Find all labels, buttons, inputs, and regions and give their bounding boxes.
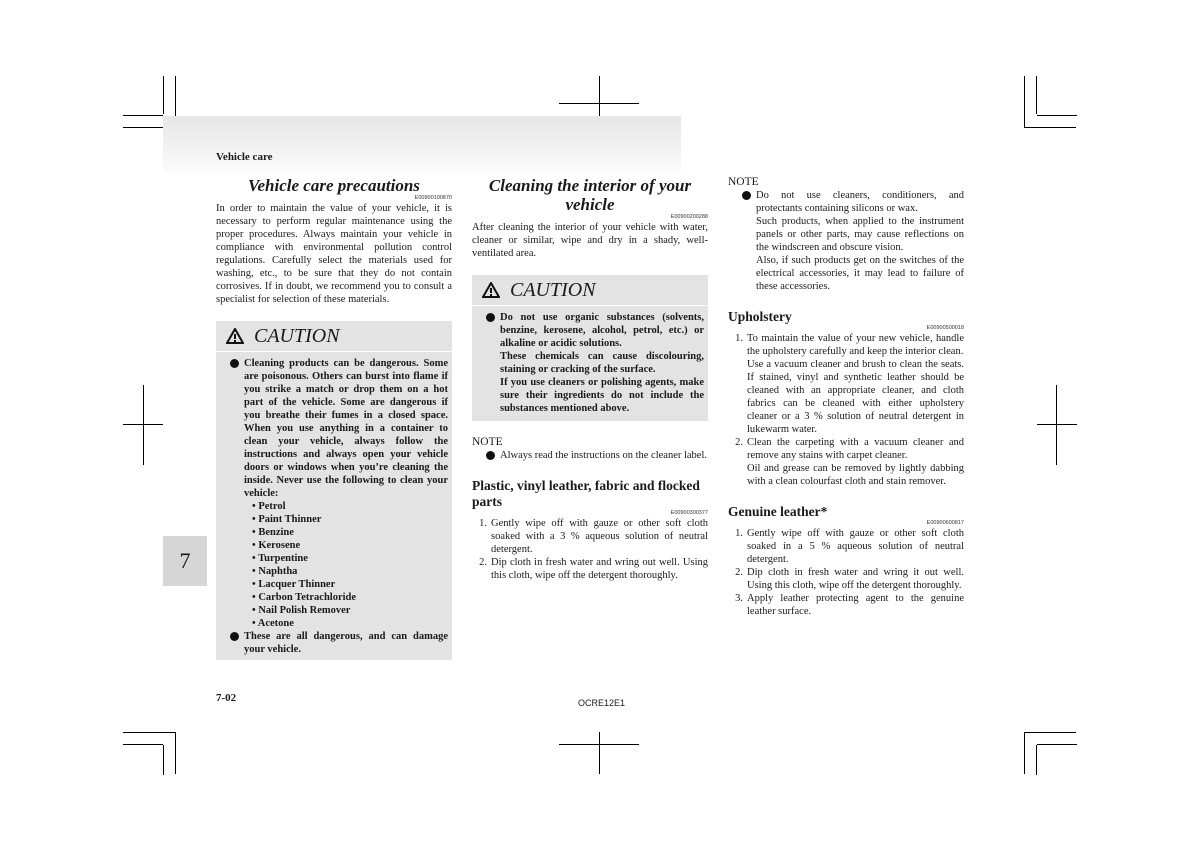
list-item: 2. Dip cloth in fresh water and wring it out well. Using this cloth, wipe off the detergent thoroughly.	[735, 567, 964, 591]
caution-box	[472, 275, 708, 421]
section-label: Vehicle care	[216, 151, 273, 163]
steps-list	[728, 332, 964, 488]
note-bullet	[472, 449, 708, 462]
chapter-tab: 7	[163, 536, 207, 586]
center-mark	[1056, 385, 1057, 465]
crop-mark	[175, 732, 176, 774]
caution-label: CAUTION	[510, 278, 596, 301]
solvent-list	[244, 500, 448, 630]
crop-mark	[123, 744, 163, 745]
list-item: 1. Gently wipe off with gauze or other soft cloth soaked in a 5 % aqueous solution of neutral detergent.	[735, 528, 964, 565]
crop-mark	[1037, 115, 1077, 116]
column-1	[216, 176, 452, 660]
intro-paragraph: In order to maintain the value of your vehicle, it is necessary to perform regular maintenance using the proper procedures. Always maintain your vehicle in compliance with environmental pollution control regulations. Carefully select the materials used for washing, etc., to be sure that they do not contain corrosives. If in doubt, we recommend you to consult a specialist for selection of these materials.	[216, 203, 452, 305]
caution-text: Cleaning products can be dangerous. Some are poisonous. Others can burst into flame if you strike a match or drop them on a hot part of the vehicle. Some are dangerous if you breathe their fumes in a closed space. When you use anything in a container to clean your vehicle, always follow the instructions and always open your vehicle doors or windows when you’re cleaning the inside. Never use the following to clean your vehicle:	[244, 358, 448, 499]
header-band	[163, 116, 681, 172]
list-item: • Benzine	[252, 527, 294, 538]
bullet-icon	[742, 191, 751, 200]
column-2	[472, 176, 708, 582]
bullet-icon	[230, 632, 239, 641]
warning-icon	[482, 282, 500, 298]
steps-list	[728, 527, 964, 618]
note-text: Such products, when applied to the instrument panels or other parts, may cause reflections on the windscreen and obscure vision.	[756, 216, 964, 253]
note-text: Always read the instructions on the cleaner label.	[500, 450, 708, 461]
section-title: Vehicle care precautions	[248, 176, 420, 195]
caution-text: These are all dangerous, and can damage your vehicle.	[244, 631, 448, 655]
caution-label: CAUTION	[254, 324, 340, 347]
crop-mark	[1024, 732, 1076, 733]
warning-icon	[226, 328, 244, 344]
caution-header	[472, 275, 708, 306]
caution-bullet	[230, 630, 448, 656]
intro-paragraph: After cleaning the interior of your vehicle with water, cleaner or similar, wipe and dry in a shady, well-ventilated area.	[472, 222, 708, 259]
crop-mark	[1036, 745, 1037, 775]
crop-mark	[163, 745, 164, 775]
section-code: E00900300377	[670, 510, 708, 516]
note-label: NOTE	[728, 176, 759, 188]
bullet-icon	[486, 313, 495, 322]
crop-mark	[123, 115, 163, 116]
list-item: • Acetone	[252, 618, 294, 629]
caution-bullet	[486, 311, 704, 415]
document-code: OCRE12E1	[578, 698, 626, 708]
page-number: 7-02	[216, 692, 237, 704]
list-item: • Carbon Tetrachloride	[252, 592, 357, 603]
list-item: 1. To maintain the value of your new vehicle, handle the upholstery carefully and keep the interior clean. Use a vacuum cleaner and brush to clean the seats. If stained, vinyl and synthetic leather should be cleaned with an appropriate cleaner, and cloth fabrics can be cleaned with either upholstery cleaner or a 3 % solution of neutral detergent in lukewarm water.	[735, 333, 964, 435]
crop-mark	[1024, 732, 1025, 774]
caution-text: Do not use organic substances (solvents, benzine, kerosene, alcohol, petrol, etc.) or alkaline or acidic solutions.	[500, 312, 704, 349]
bullet-icon	[486, 451, 495, 460]
list-item: 1. Gently wipe off with gauze or other soft cloth soaked with a 3 % aqueous solution of neutral detergent.	[479, 518, 708, 555]
list-item: 3. Apply leather protecting agent to the genuine leather surface.	[735, 593, 964, 617]
list-item: • Kerosene	[252, 540, 301, 551]
subsection-title: Plastic, vinyl leather, fabric and flocked parts	[472, 478, 700, 509]
caution-box	[216, 321, 452, 660]
subsection-title: Upholstery	[728, 309, 792, 324]
center-mark	[559, 744, 639, 745]
subsection-title: Genuine leather*	[728, 504, 828, 519]
list-item: • Petrol	[252, 501, 286, 512]
note-text: Also, if such products get on the switches of the electrical accessories, it may lead to failure of these accessories.	[756, 255, 964, 292]
note-label: NOTE	[472, 436, 503, 448]
section-title: Cleaning the interior of your vehicle	[488, 176, 692, 214]
steps-list	[472, 517, 708, 582]
list-item: 2. Dip cloth in fresh water and wring out well. Using this cloth, wipe off the detergent thoroughly.	[479, 557, 708, 581]
caution-header	[216, 321, 452, 352]
section-code: E00900200288	[670, 214, 708, 220]
center-mark	[559, 103, 639, 104]
center-mark	[599, 732, 600, 774]
note-bullet	[728, 189, 964, 293]
center-mark	[1037, 424, 1077, 425]
crop-mark	[1024, 127, 1076, 128]
section-code: E00900500018	[926, 325, 964, 331]
list-item: • Paint Thinner	[252, 514, 322, 525]
crop-mark	[1024, 76, 1025, 128]
crop-mark	[163, 76, 164, 114]
crop-mark	[1037, 744, 1077, 745]
caution-bullet	[230, 357, 448, 630]
list-item: 2. Clean the carpeting with a vacuum cleaner and remove any stains with carpet cleaner. Oil and grease can be removed by lightly dabbing with a clean colourfast cloth and stain remover.	[735, 437, 964, 487]
list-item: • Turpentine	[252, 553, 308, 564]
crop-mark	[1036, 76, 1037, 114]
section-code: E00900100870	[414, 195, 452, 201]
list-item: • Lacquer Thinner	[252, 579, 336, 590]
list-item: • Naphtha	[252, 566, 298, 577]
crop-mark	[123, 732, 175, 733]
list-item: • Nail Polish Remover	[252, 605, 351, 616]
note-text: Do not use cleaners, conditioners, and protectants containing silicons or wax.	[756, 190, 964, 214]
section-code: E00900600817	[926, 520, 964, 526]
bullet-icon	[230, 359, 239, 368]
column-3	[728, 176, 964, 618]
center-mark	[123, 424, 163, 425]
center-mark	[599, 76, 600, 118]
center-mark	[143, 385, 144, 465]
caution-text: These chemicals can cause discolouring, staining or cracking of the surface.	[500, 351, 704, 375]
caution-text: If you use cleaners or polishing agents, make sure their ingredients do not include the substances mentioned above.	[500, 377, 704, 414]
